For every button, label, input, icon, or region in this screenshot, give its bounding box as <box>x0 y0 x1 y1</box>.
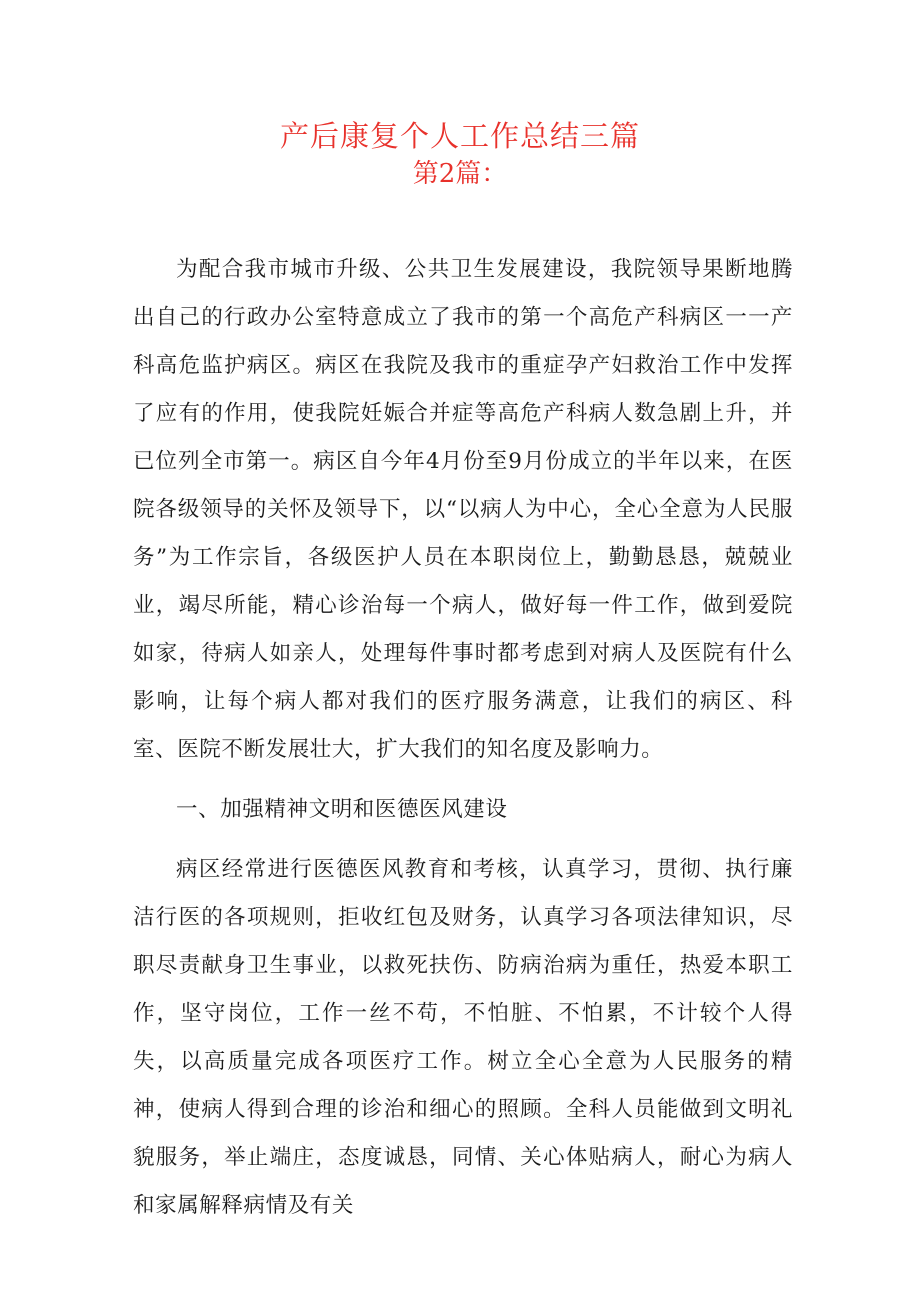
document-title: 产后康复个人工作总结三篇 <box>279 119 640 153</box>
section-heading-1: 一、加强精神文明和医德医风建设 <box>176 797 508 822</box>
body-paragraph-1: 为配合我市城市升级、公共卫生发展建设，我院领导果断地腾出自己的行政办公室特意成立了我市的第一个高危产科病区一一产科高危监护病区。病区在我院及我市的重症孕产妇救治工作中发挥了应有的作用，使我院妊娠合并症等高危产科病人数急剧上升，并已位列全市第一。病区自今年4月份至9月份成立的半年以来，在医院各级领导的关怀及领导下，以“以病人为中心，全心全意为人民服务”为工作宗旨，各级医护人员在本职岗位上，勤勤恳恳，兢兢业业，竭尽所能，精心诊治每一个病人，做好每一件工作，做到爱院如家，待病人如亲人，处理每件事时都考虑到对病人及医院有什么影响，让每个病人都对我们的医疗服务满意，让我们的病区、科室、医院不断发展壮大，扩大我们的知名度及影响力。 <box>133 257 793 762</box>
document-subtitle: 第2篇： <box>412 159 508 189</box>
body-paragraph-2: 病区经常进行医德医风教育和考核，认真学习，贯彻、执行廉洁行医的各项规则，拒收红包及财务，认真学习各项法律知识，尽职尽责献身卫生事业，以救死扶伤、防病治病为重任，热爱本职工作，坚守岗位，工作一丝不苟，不怕脏、不怕累，不计较个人得失，以高质量完成各项医疗工作。树立全心全意为人民服务的精神，使病人得到合理的诊治和细心的照顾。全科人员能做到文明礼貌服务，举止端庄，态度诚恳，同情、关心体贴病人，耐心为病人和家属解释病情及有关 <box>133 857 793 1218</box>
